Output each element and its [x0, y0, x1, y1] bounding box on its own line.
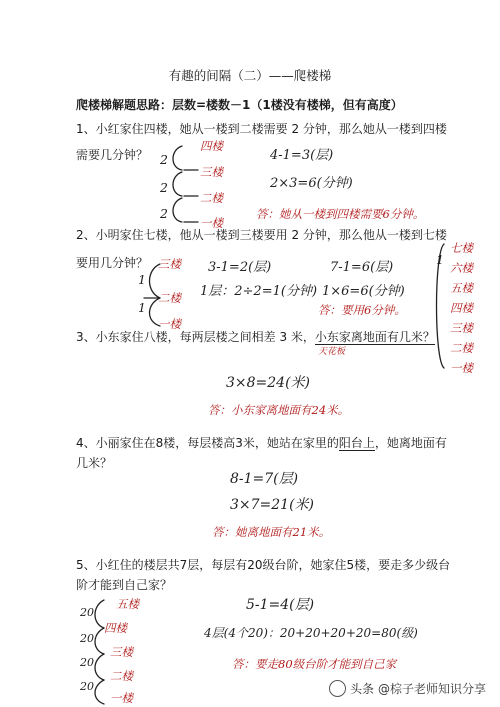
q5-label-3: 三楼: [110, 645, 133, 659]
q5-label-1: 一楼: [110, 691, 133, 705]
q2-calc-1: 3-1=2(层): [208, 260, 272, 275]
q2-bracket-2: [150, 298, 161, 326]
q1-num-3: 2: [160, 206, 168, 221]
q4-text-a: 4、小丽家住在8楼，每层楼高3米，她站在家里的: [76, 436, 339, 450]
q1-num-1: 2: [160, 152, 168, 167]
q3-calc-1: 3×8=24(米): [226, 375, 311, 391]
q5-bracket-4: [95, 680, 104, 704]
q3-text-a: 3、小东家住八楼，每两层楼之间相差 3 米，: [76, 330, 315, 344]
question-4-line-2: 几米？: [76, 456, 113, 470]
q5-label-4: 四楼: [104, 621, 127, 635]
q1-bracket-3: [173, 198, 182, 222]
q1-bracket-1: [173, 146, 182, 170]
page-title: 有趣的间隔（二）——爬楼梯: [168, 68, 332, 83]
question-1-line-2: 需要几分钟？: [76, 148, 149, 162]
q1-num-2: 2: [160, 180, 168, 195]
q1-label-4: 四楼: [200, 139, 223, 153]
q3-answer: 答：小东家离地面有24米。: [208, 403, 350, 417]
q1-calc-2: 2×3=6(分钟): [270, 176, 353, 191]
q5-bracket-2: [95, 628, 104, 654]
question-5-line-2: 阶才能到自己家？: [76, 578, 173, 592]
q2-label-right-2: 二楼: [450, 341, 473, 355]
q2-num-3: 1: [436, 252, 444, 267]
watermark-handle: @棕子老师知识分享: [377, 682, 486, 696]
q2-bracket-1: [150, 264, 161, 298]
q5-bracket-3: [95, 654, 104, 680]
question-1-line-1: 1、小红家住四楼，她从一楼到二楼需要 2 分钟，那么她从一楼到四楼: [76, 122, 447, 136]
q2-label-left-1: 一楼: [158, 317, 181, 331]
q1-answer: 答：她从一楼到四楼需要6分钟。: [256, 207, 425, 221]
q1-bracket-2: [173, 172, 182, 196]
q4-calc-2: 3×7=21(米): [230, 497, 315, 513]
q2-label-right-4: 四楼: [450, 301, 473, 315]
q2-label-right-3: 三楼: [450, 321, 473, 335]
q2-label-right-6: 六楼: [450, 261, 473, 275]
q5-num-1: 20: [80, 606, 94, 619]
q5-bracket-1: [95, 600, 104, 628]
solving-tip: 爬楼梯解题思路：层数=楼数－1（1楼没有楼梯，但有高度）: [76, 98, 403, 112]
q5-calc-2: 4层(4个20)：20+20+20+20=80(级): [204, 626, 418, 640]
q2-label-left-3: 三楼: [158, 257, 181, 271]
watermark-prefix: 头条: [349, 682, 374, 696]
q5-num-4: 20: [80, 680, 94, 693]
q4-text-c: ，她离地面有: [374, 436, 447, 450]
q3-text-b: 小东家离地面有几米？: [314, 330, 435, 344]
q5-label-2: 二楼: [110, 669, 133, 683]
q2-label-left-2: 二楼: [158, 291, 181, 305]
q3-note: 天花板: [318, 347, 346, 357]
q2-calc-2: 1层：2÷2=1(分钟): [200, 284, 318, 299]
q4-answer: 答：她离地面有21米。: [212, 525, 331, 539]
q5-num-3: 20: [80, 656, 94, 669]
q1-label-2: 二楼: [200, 191, 223, 205]
q2-bracket-right: [437, 244, 445, 368]
q1-label-1: 一楼: [200, 216, 223, 230]
q5-num-2: 20: [80, 632, 94, 645]
q2-label-right-1: 一楼: [450, 361, 473, 375]
q5-answer: 答：要走80级台阶才能到自己家: [232, 657, 397, 671]
question-2-line-1: 2、小明家住七楼，他从一楼到三楼要用 2 分钟，那么他从一楼到七楼: [76, 228, 447, 242]
q5-calc-1: 5-1=4(层): [246, 597, 315, 613]
q2-num-2: 1: [138, 300, 146, 315]
q2-label-right-5: 五楼: [450, 281, 473, 295]
q2-calc-3: 7-1=6(层): [330, 260, 394, 275]
q2-label-right-7: 七楼: [450, 241, 473, 255]
q4-text-b: 阳台上: [338, 436, 375, 450]
q1-label-3: 三楼: [200, 165, 223, 179]
q2-num-1: 1: [138, 272, 146, 287]
q5-label-5: 五楼: [116, 597, 139, 611]
q4-calc-1: 8-1=7(层): [230, 471, 299, 487]
question-5-line-1: 5、小红住的楼层共7层，每层有20级台阶，她家住5楼，要走多少级台: [76, 558, 451, 572]
question-2-line-2: 要用几分钟？: [76, 256, 149, 270]
q2-calc-4: 1×6=6(分钟): [322, 284, 405, 299]
q2-answer: 答：要用6分钟。: [318, 303, 406, 317]
q1-calc-1: 4-1=3(层): [270, 148, 334, 163]
